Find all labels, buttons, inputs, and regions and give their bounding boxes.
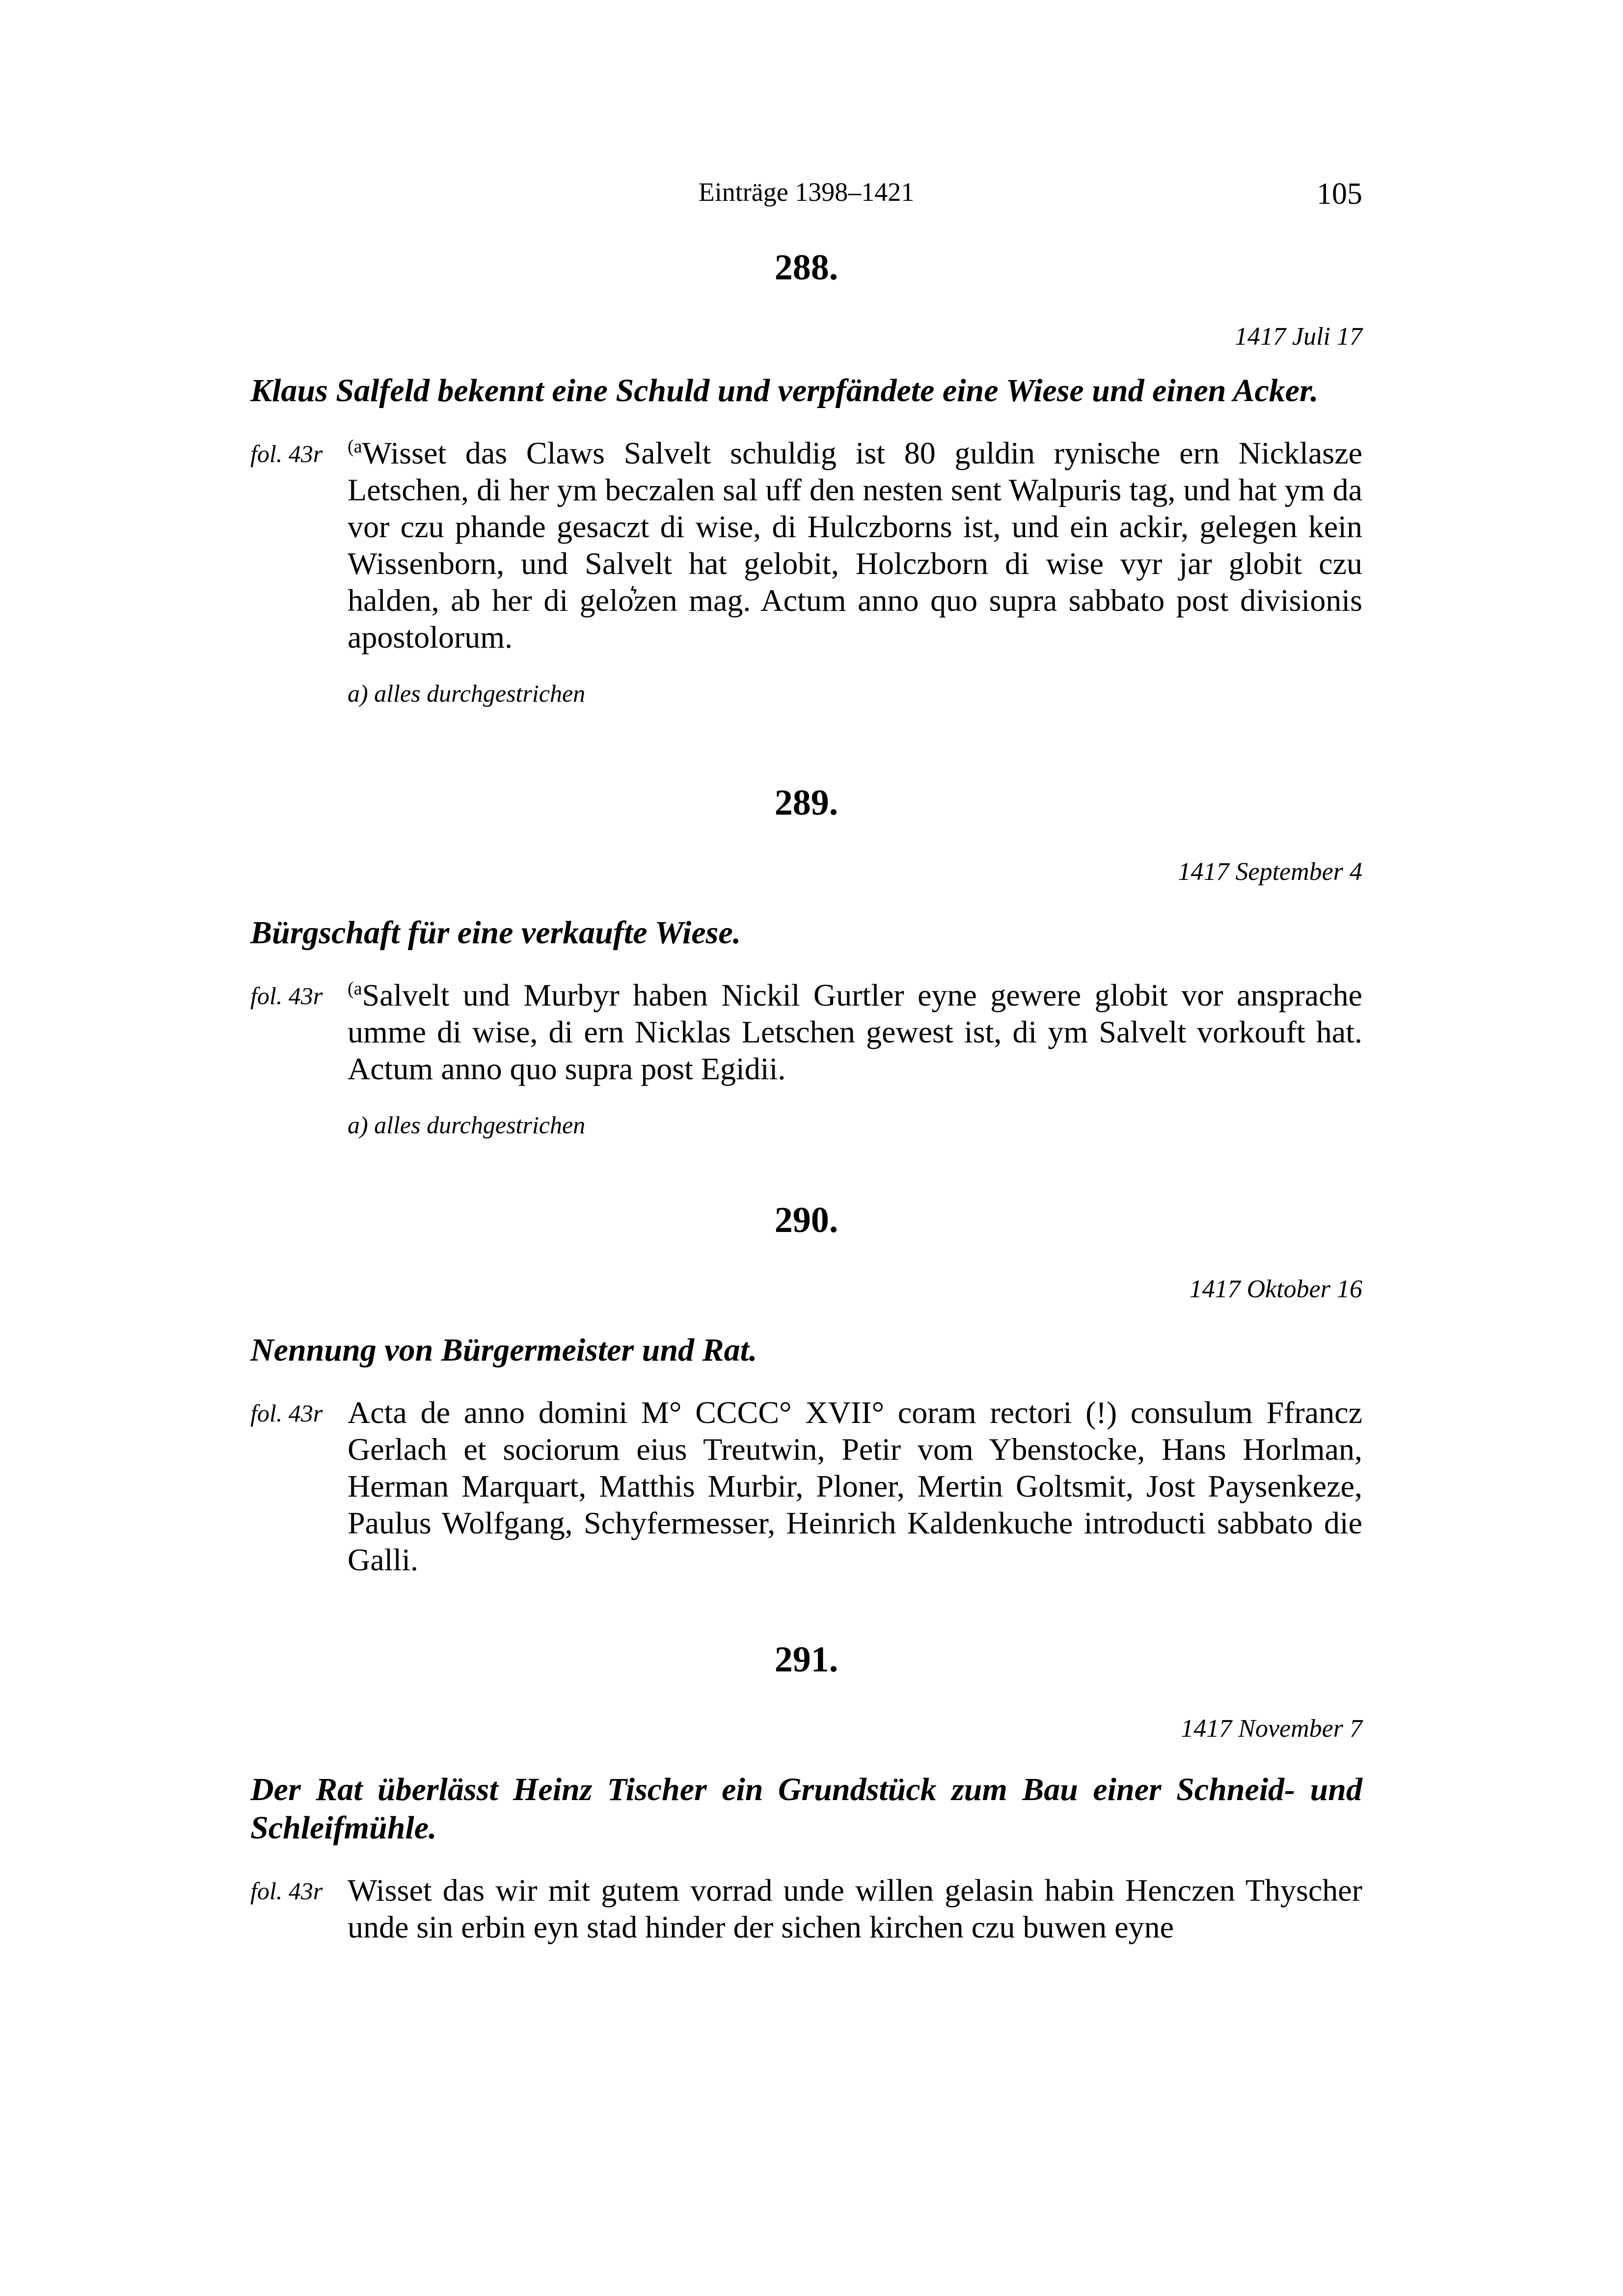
footnote: a) alles durchgestrichen <box>348 680 586 708</box>
entry-number: 291. <box>774 1640 839 1680</box>
entry-title: Nennung von Bürgermeister und Rat. <box>250 1332 757 1368</box>
entry-number: 289. <box>774 783 839 823</box>
folio-reference: fol. 43r <box>250 982 323 1010</box>
entry-text: Acta de anno domini M° CCCC° XVII° coram rectori (!) consulum Ffrancz Gerlach et sociorum eius Treutwin, Petir vom Ybenstocke, Hans Horlman, Herman Marquart, Matthis Murbir, Ploner, Mertin Goltsmit, Jost Paysenkeze, Paulus Wolfgang, Schyfermesser, Heinrich Kaldenkuche introducti sabbato die Galli. <box>348 1395 1362 1578</box>
entry-body <box>250 1394 1362 1578</box>
entry-number: 288. <box>774 247 839 288</box>
entry-text-block <box>348 977 1362 1087</box>
page-number: 105 <box>1317 177 1362 211</box>
running-head <box>250 177 1362 216</box>
entry-date: 1417 September 4 <box>1178 858 1362 886</box>
entry-body <box>250 435 1362 656</box>
entry-title: Bürgschaft für eine verkaufte Wiese. <box>250 915 741 951</box>
entry-text: Wisset das Claws Salvelt schuldig ist 80 guldin rynische ern Nicklasze Letschen, di her ym beczalen sal uff den nesten sent Walpuris tag, und hat ym da vor czu phande gesaczt di wise, di Hulczborns ist, und ein ackir, gelegen kein Wissenborn, und Salvelt hat gelobit, Holczborn di wise vyr jar globit czu halden, ab her di gelo͛zen mag. Actum anno quo supra sabbato post divisionis apostolorum. <box>348 436 1362 655</box>
entry-body <box>250 1872 1362 1945</box>
entry-289 <box>250 783 1362 1139</box>
running-title: Einträge 1398–1421 <box>698 177 915 207</box>
entry-text: Wisset das wir mit gutem vorrad unde willen gelasin habin Henczen Thyscher unde sin erbin eyn stad hinder der sichen kirchen czu buwen eyne <box>348 1873 1362 1945</box>
note-marker: (a <box>348 436 362 457</box>
entry-date: 1417 Oktober 16 <box>1189 1275 1362 1304</box>
entry-title: Klaus Salfeld bekennt eine Schuld und verpfändete eine Wiese und einen Acker. <box>250 373 1319 409</box>
entry-291 <box>250 1640 1362 1945</box>
entry-number: 290. <box>774 1200 839 1240</box>
entry-288 <box>250 248 1362 708</box>
entry-text-block <box>348 435 1362 656</box>
entry-290 <box>250 1201 1362 1578</box>
note-marker: (a <box>348 978 362 999</box>
entry-date: 1417 Juli 17 <box>1235 323 1362 351</box>
footnote: a) alles durchgestrichen <box>348 1111 586 1139</box>
entry-body <box>250 977 1362 1087</box>
folio-reference: fol. 43r <box>250 440 323 468</box>
folio-reference: fol. 43r <box>250 1399 323 1427</box>
folio-reference: fol. 43r <box>250 1877 323 1905</box>
entry-title: Der Rat überlässt Heinz Tischer ein Grundstück zum Bau einer Schneid- und Schleifmühle. <box>250 1772 1362 1846</box>
entry-date: 1417 November 7 <box>1181 1715 1362 1743</box>
entry-text: Salvelt und Murbyr haben Nickil Gurtler eyne gewere globit vor ansprache umme di wise, di ern Nicklas Letschen gewest ist, di ym Salvelt vorkouft hat. Actum anno quo supra post Egidii. <box>348 978 1362 1087</box>
